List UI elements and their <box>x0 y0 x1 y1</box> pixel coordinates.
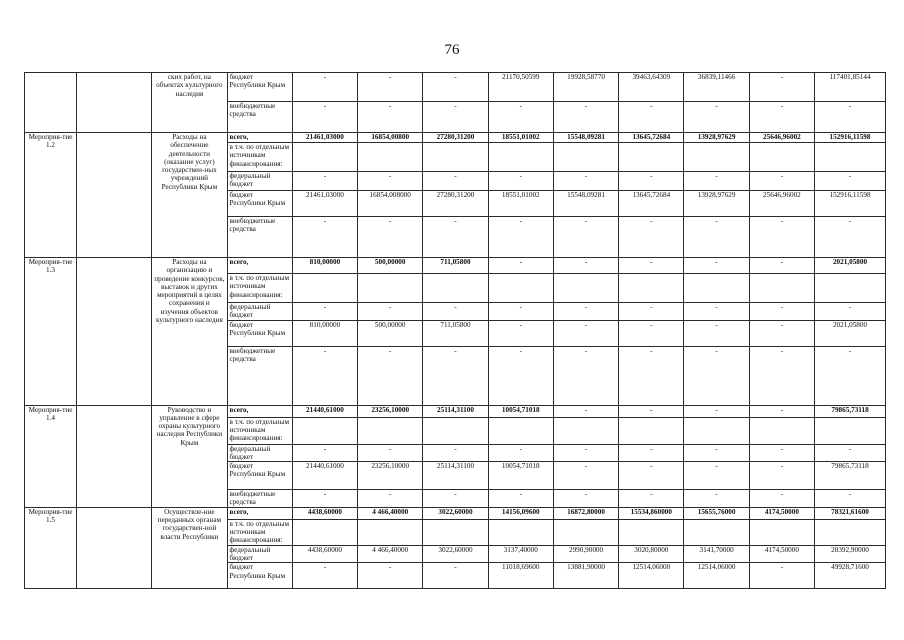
value-cell: 2990,90000 <box>553 545 618 563</box>
empty-cell <box>77 133 152 258</box>
value-cell <box>358 143 423 172</box>
value-cell: 21461,03000 <box>292 133 357 143</box>
value-cell: 4 466,40000 <box>358 545 423 563</box>
value-cell: - <box>488 346 553 405</box>
value-cell <box>749 417 814 444</box>
value-cell: 15548,09281 <box>553 133 618 143</box>
funding-source: федеральный бюджет <box>227 172 292 191</box>
value-cell: - <box>815 172 886 191</box>
funding-source: всего, <box>227 133 292 143</box>
value-cell: 15534,860000 <box>619 507 684 519</box>
value-cell: - <box>684 405 749 417</box>
value-cell: - <box>684 462 749 490</box>
value-cell: - <box>553 320 618 346</box>
value-cell <box>423 519 488 545</box>
value-cell <box>488 417 553 444</box>
value-cell: 2021,05800 <box>815 320 886 346</box>
value-cell: - <box>684 444 749 462</box>
value-cell: 36839,11466 <box>684 73 749 102</box>
value-cell: - <box>488 320 553 346</box>
value-cell: - <box>815 217 886 258</box>
empty-cell <box>77 73 152 133</box>
value-cell: - <box>619 217 684 258</box>
funding-source: всего, <box>227 405 292 417</box>
value-cell <box>423 274 488 303</box>
value-cell: 49928,71600 <box>815 563 886 589</box>
value-cell: - <box>749 405 814 417</box>
value-cell: - <box>553 303 618 321</box>
value-cell: - <box>423 563 488 589</box>
value-cell <box>358 274 423 303</box>
value-cell <box>553 417 618 444</box>
value-cell: - <box>749 563 814 589</box>
value-cell <box>488 519 553 545</box>
value-cell <box>488 143 553 172</box>
value-cell: - <box>423 444 488 462</box>
value-cell: 15655,76000 <box>684 507 749 519</box>
value-cell <box>358 417 423 444</box>
value-cell: - <box>684 258 749 274</box>
value-cell: - <box>619 172 684 191</box>
value-cell: 13645,72684 <box>619 191 684 217</box>
empty-cell <box>77 507 152 589</box>
value-cell: 25114,31100 <box>423 405 488 417</box>
measure-name: Расходы на обеспечение деятельности (оказание услуг) государствен-ных учреждений Республики Крым <box>152 133 227 258</box>
value-cell: - <box>423 172 488 191</box>
value-cell: - <box>749 320 814 346</box>
funding-source: бюджет Республики Крым <box>227 320 292 346</box>
value-cell: - <box>684 102 749 133</box>
value-cell: - <box>292 303 357 321</box>
value-cell: - <box>684 303 749 321</box>
value-cell: - <box>619 346 684 405</box>
value-cell: - <box>619 320 684 346</box>
measure-code: Мероприя-тие 1.5 <box>25 507 77 589</box>
value-cell: - <box>358 563 423 589</box>
value-cell: - <box>553 462 618 490</box>
value-cell: 13881,90000 <box>553 563 618 589</box>
empty-cell <box>77 405 152 507</box>
value-cell <box>684 274 749 303</box>
value-cell: 21170,50599 <box>488 73 553 102</box>
value-cell: - <box>423 490 488 508</box>
value-cell: - <box>423 346 488 405</box>
value-cell: 10054,71018 <box>488 405 553 417</box>
value-cell <box>619 519 684 545</box>
value-cell: - <box>749 102 814 133</box>
value-cell: 13645,72684 <box>619 133 684 143</box>
value-cell: 711,05800 <box>423 320 488 346</box>
value-cell: - <box>488 444 553 462</box>
funding-source: бюджет Республики Крым <box>227 462 292 490</box>
value-cell: 21440,61000 <box>292 405 357 417</box>
measure-code: Мероприя-тие 1.4 <box>25 405 77 507</box>
funding-source: в т.ч. по отдельным источникам финансирования: <box>227 519 292 545</box>
value-cell: 2021,05800 <box>815 258 886 274</box>
table-row <box>25 507 886 519</box>
value-cell: - <box>684 346 749 405</box>
value-cell: - <box>684 320 749 346</box>
value-cell: - <box>619 490 684 508</box>
value-cell <box>619 274 684 303</box>
value-cell: 3022,60000 <box>423 507 488 519</box>
value-cell: 117401,85144 <box>815 73 886 102</box>
value-cell: - <box>619 102 684 133</box>
measure-code <box>25 73 77 133</box>
value-cell: 14156,09600 <box>488 507 553 519</box>
value-cell <box>358 519 423 545</box>
value-cell: - <box>684 490 749 508</box>
value-cell <box>423 143 488 172</box>
value-cell: - <box>358 303 423 321</box>
measure-name: Руководство и управление в сфере охраны культурного наследия Республики Крым <box>152 405 227 507</box>
funding-source: в т.ч. по отдельным источникам финансирования: <box>227 143 292 172</box>
measure-name: Расходы на организацию и проведение конкурсов, выставок и других мероприятий в целях сохранения и изучения объектов культурного наследия <box>152 258 227 406</box>
funding-source: внебюджетные средства <box>227 346 292 405</box>
value-cell: - <box>619 258 684 274</box>
value-cell: - <box>553 217 618 258</box>
value-cell <box>815 519 886 545</box>
value-cell: 4438,60000 <box>292 545 357 563</box>
value-cell: 4 466,40000 <box>358 507 423 519</box>
value-cell: - <box>749 258 814 274</box>
value-cell: 25114,31100 <box>423 462 488 490</box>
funding-source: бюджет Республики Крым <box>227 73 292 102</box>
value-cell: 28392,90000 <box>815 545 886 563</box>
value-cell: - <box>553 258 618 274</box>
value-cell: 18551,01002 <box>488 133 553 143</box>
value-cell: - <box>749 444 814 462</box>
funding-source: в т.ч. по отдельным источникам финансирования: <box>227 417 292 444</box>
value-cell: - <box>749 490 814 508</box>
value-cell: - <box>749 73 814 102</box>
value-cell: 16854,008000 <box>358 191 423 217</box>
value-cell: 39463,64309 <box>619 73 684 102</box>
value-cell <box>553 519 618 545</box>
funding-source: федеральный бюджет <box>227 303 292 321</box>
value-cell: 11018,69600 <box>488 563 553 589</box>
measure-code: Мероприя-тие 1.3 <box>25 258 77 406</box>
value-cell: - <box>292 563 357 589</box>
value-cell: - <box>292 490 357 508</box>
value-cell: - <box>684 172 749 191</box>
value-cell: - <box>292 102 357 133</box>
value-cell: 4174,50000 <box>749 507 814 519</box>
value-cell: - <box>292 444 357 462</box>
measure-name: ских работ, на объектах культурного наследия <box>152 73 227 133</box>
value-cell <box>488 274 553 303</box>
value-cell: - <box>619 303 684 321</box>
value-cell: - <box>358 73 423 102</box>
value-cell: - <box>488 258 553 274</box>
value-cell: 12514,06000 <box>684 563 749 589</box>
value-cell <box>749 274 814 303</box>
value-cell: - <box>358 217 423 258</box>
value-cell <box>292 274 357 303</box>
value-cell: - <box>815 346 886 405</box>
value-cell: - <box>292 217 357 258</box>
value-cell: 711,05800 <box>423 258 488 274</box>
value-cell <box>292 519 357 545</box>
value-cell <box>292 143 357 172</box>
value-cell: 23256,10000 <box>358 405 423 417</box>
table-row <box>25 258 886 274</box>
value-cell: - <box>423 73 488 102</box>
value-cell: 25646,96002 <box>749 191 814 217</box>
value-cell: 18551,01002 <box>488 191 553 217</box>
value-cell: 19928,58770 <box>553 73 618 102</box>
budget-table-body <box>25 73 886 589</box>
value-cell: - <box>358 346 423 405</box>
value-cell: - <box>488 102 553 133</box>
value-cell: 15548,09281 <box>553 191 618 217</box>
value-cell: - <box>488 303 553 321</box>
value-cell: 27280,31200 <box>423 191 488 217</box>
value-cell <box>684 143 749 172</box>
value-cell: 810,00000 <box>292 320 357 346</box>
value-cell: 23256,10000 <box>358 462 423 490</box>
value-cell <box>553 143 618 172</box>
funding-source: федеральный бюджет <box>227 444 292 462</box>
funding-source: бюджет Республики Крым <box>227 563 292 589</box>
table-row <box>25 405 886 417</box>
value-cell: - <box>488 490 553 508</box>
value-cell: 10054,71018 <box>488 462 553 490</box>
value-cell <box>684 519 749 545</box>
value-cell <box>815 143 886 172</box>
value-cell: - <box>815 102 886 133</box>
funding-source: в т.ч. по отдельным источникам финансирования: <box>227 274 292 303</box>
value-cell <box>619 143 684 172</box>
value-cell: 16854,00800 <box>358 133 423 143</box>
value-cell: 21440,61000 <box>292 462 357 490</box>
empty-cell <box>77 258 152 406</box>
value-cell: 4174,50000 <box>749 545 814 563</box>
value-cell: 3137,40000 <box>488 545 553 563</box>
value-cell: 79865,73118 <box>815 462 886 490</box>
value-cell: 500,00000 <box>358 320 423 346</box>
table-row <box>25 133 886 143</box>
value-cell <box>553 274 618 303</box>
value-cell: 4438,60000 <box>292 507 357 519</box>
budget-table <box>24 72 886 589</box>
value-cell: - <box>292 346 357 405</box>
funding-source: всего, <box>227 507 292 519</box>
value-cell: 152916,11598 <box>815 191 886 217</box>
value-cell: - <box>358 172 423 191</box>
value-cell: 3022,60000 <box>423 545 488 563</box>
value-cell: - <box>488 172 553 191</box>
measure-name: Осуществле-ние переданных органам государствен-ной власти Республики <box>152 507 227 589</box>
value-cell: - <box>553 490 618 508</box>
value-cell: - <box>358 102 423 133</box>
value-cell: - <box>815 303 886 321</box>
value-cell: 78321,61600 <box>815 507 886 519</box>
value-cell: - <box>292 172 357 191</box>
value-cell: - <box>749 172 814 191</box>
value-cell: 79865,73118 <box>815 405 886 417</box>
value-cell: - <box>749 303 814 321</box>
value-cell: - <box>553 172 618 191</box>
value-cell <box>423 417 488 444</box>
value-cell: - <box>619 405 684 417</box>
value-cell <box>815 274 886 303</box>
value-cell: - <box>749 217 814 258</box>
value-cell: - <box>358 490 423 508</box>
value-cell: 3141,70000 <box>684 545 749 563</box>
value-cell: - <box>423 217 488 258</box>
page-number: 76 <box>444 42 460 58</box>
value-cell: 21461,03000 <box>292 191 357 217</box>
funding-source: внебюджетные средства <box>227 102 292 133</box>
value-cell: - <box>619 444 684 462</box>
value-cell: - <box>749 462 814 490</box>
value-cell: 13928,97629 <box>684 191 749 217</box>
value-cell: 12514,06000 <box>619 563 684 589</box>
value-cell: - <box>749 346 814 405</box>
value-cell: - <box>553 444 618 462</box>
value-cell: 3020,80000 <box>619 545 684 563</box>
value-cell <box>815 417 886 444</box>
value-cell: 500,00000 <box>358 258 423 274</box>
value-cell: - <box>292 73 357 102</box>
funding-source: бюджет Республики Крым <box>227 191 292 217</box>
value-cell <box>749 519 814 545</box>
table-row <box>25 73 886 102</box>
value-cell <box>684 417 749 444</box>
value-cell: - <box>423 102 488 133</box>
value-cell: 27280,31200 <box>423 133 488 143</box>
funding-source: внебюджетные средства <box>227 490 292 508</box>
value-cell <box>619 417 684 444</box>
value-cell: - <box>619 462 684 490</box>
funding-source: всего, <box>227 258 292 274</box>
value-cell: - <box>553 102 618 133</box>
value-cell: - <box>358 444 423 462</box>
value-cell: 16872,80000 <box>553 507 618 519</box>
value-cell: 13928,97629 <box>684 133 749 143</box>
value-cell: 152916,11598 <box>815 133 886 143</box>
value-cell: 810,00000 <box>292 258 357 274</box>
funding-source: внебюджетные средства <box>227 217 292 258</box>
value-cell: 25646,96002 <box>749 133 814 143</box>
value-cell: - <box>553 346 618 405</box>
value-cell <box>292 417 357 444</box>
measure-code: Мероприя-тие 1.2 <box>25 133 77 258</box>
value-cell: - <box>553 405 618 417</box>
value-cell <box>749 143 814 172</box>
value-cell: - <box>815 444 886 462</box>
value-cell: - <box>684 217 749 258</box>
value-cell: - <box>488 217 553 258</box>
value-cell: - <box>423 303 488 321</box>
funding-source: федеральный бюджет <box>227 545 292 563</box>
value-cell: - <box>815 490 886 508</box>
